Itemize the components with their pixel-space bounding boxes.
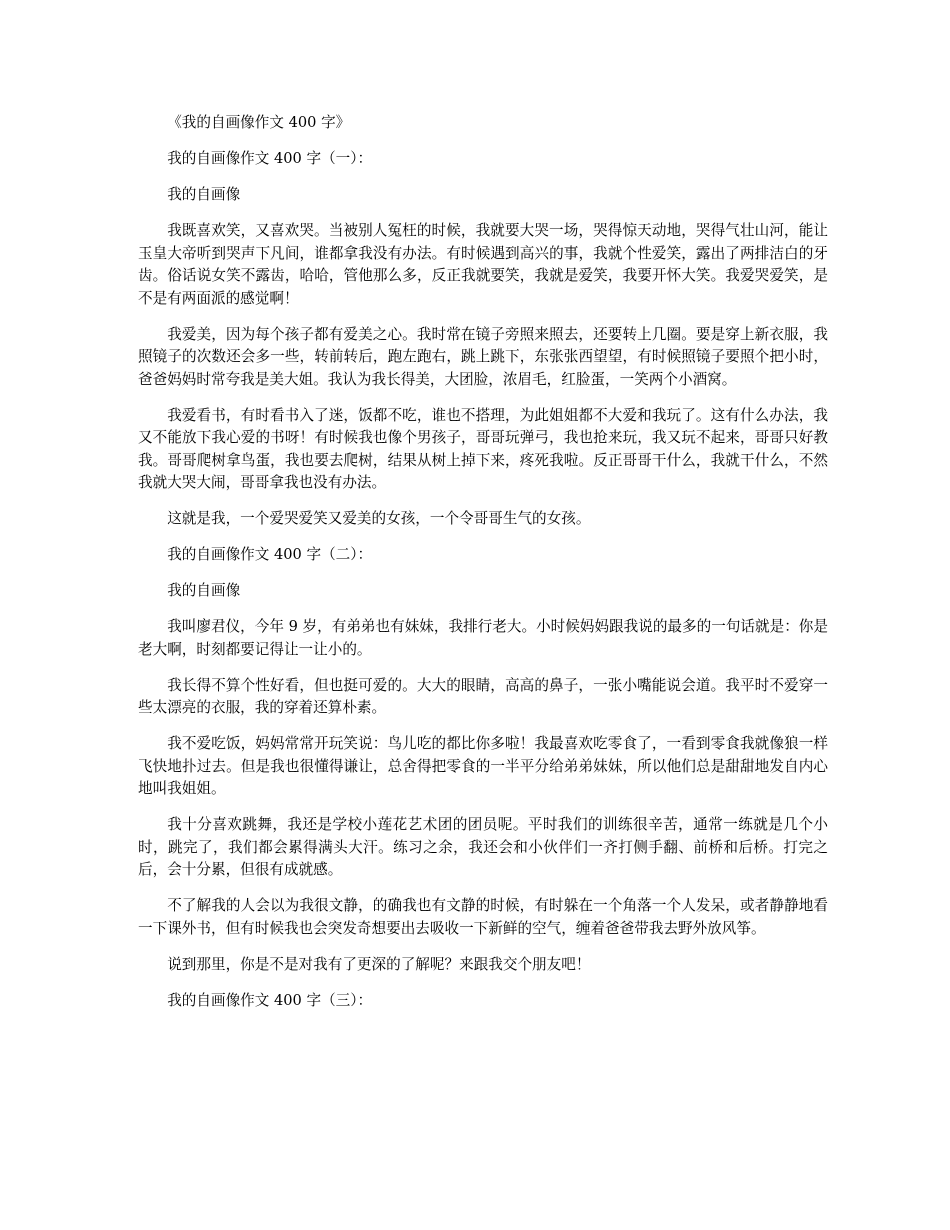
document-title: 《我的自画像作文 400 字》 xyxy=(167,114,351,131)
body-paragraph: 我爱看书，有时看书入了迷，饭都不吃，谁也不搭理，为此姐姐都不大爱和我玩了。这有什么办法，我又不能放下我心爱的书呀！有时候我也像个男孩子，哥哥玩弹弓，我也抢来玩，我又玩不起来，哥哥只好教我。哥哥爬树拿鸟蛋，我也要去爬树，结果从树上掉下来，疼死我啦。反正哥哥干什么，我就干什么，不然我就大哭大闹，哥哥拿我也没有办法。 xyxy=(138,406,828,491)
body-paragraph: 说到那里，你是不是对我有了更深的了解呢？来跟我交个朋友吧！ xyxy=(167,955,591,973)
body-paragraph: 我十分喜欢跳舞，我还是学校小莲花艺术团的团员呢。平时我们的训练很辛苦，通常一练就是几个小时，跳完了，我们都会累得满头大汗。练习之余，我还会和小伙伴们一齐打侧手翻、前桥和后桥。打完之后，会十分累，但很有成就感。 xyxy=(138,816,828,878)
body-paragraph: 我既喜欢笑，又喜欢哭。当被别人冤枉的时候，我就要大哭一场，哭得惊天动地，哭得气壮山河，能让玉皇大帝听到哭声下凡间，谁都拿我没有办法。有时候遇到高兴的事，我就个性爱笑，露出了两排洁白的牙齿。俗话说女笑不露齿，哈哈，管他那么多，反正我就要笑，我就是爱笑，我要开怀大笑。我爱哭爱笑，是不是有两面派的感觉啊！ xyxy=(138,222,828,307)
section-heading: 我的自画像作文 400 字（三）： xyxy=(167,991,373,1009)
section-heading: 我的自画像作文 400 字（二）： xyxy=(167,546,373,563)
essay-title: 我的自画像 xyxy=(167,582,241,599)
body-paragraph: 不了解我的人会以为我很文静，的确我也有文静的时候，有时躲在一个角落一个人发呆，或者静静地看一下课外书，但有时候我也会突发奇想要出去吸收一下新鲜的空气，缠着爸爸带我去野外放风筝。 xyxy=(138,897,828,937)
body-paragraph: 我爱美，因为每个孩子都有爱美之心。我时常在镜子旁照来照去，还要转上几圈。要是穿上新衣服，我照镜子的次数还会多一些，转前转后，跑左跑右，跳上跳下，东张张西望望，有时候照镜子要照个把小时，爸爸妈妈时常夸我是美大姐。我认为我长得美，大团脸，浓眉毛，红脸蛋，一笑两个小酒窝。 xyxy=(138,325,828,388)
body-paragraph: 这就是我，一个爱哭爱笑又爱美的女孩，一个令哥哥生气的女孩。 xyxy=(167,510,591,527)
document-body xyxy=(138,112,828,1026)
body-paragraph: 我不爱吃饭，妈妈常常开玩笑说：鸟儿吃的都比你多啦！我最喜欢吃零食了，一看到零食我就像狼一样飞快地扑过去。但是我也很懂得谦让，总舍得把零食的一半平分给弟弟妹妹，所以他们总是甜甜地发自内心地叫我姐姐。 xyxy=(138,735,828,797)
section-heading: 我的自画像作文 400 字（一）： xyxy=(167,150,373,167)
body-paragraph: 我长得不算个性好看，但也挺可爱的。大大的眼睛，高高的鼻子，一张小嘴能说会道。我平时不爱穿一些太漂亮的衣服，我的穿着还算朴素。 xyxy=(138,676,828,716)
body-paragraph: 我叫廖君仪，今年 9 岁，有弟弟也有妹妹，我排行老大。小时候妈妈跟我说的最多的一句话就是：你是老大啊，时刻都要记得让一让小的。 xyxy=(138,618,828,658)
essay-title: 我的自画像 xyxy=(167,186,241,203)
